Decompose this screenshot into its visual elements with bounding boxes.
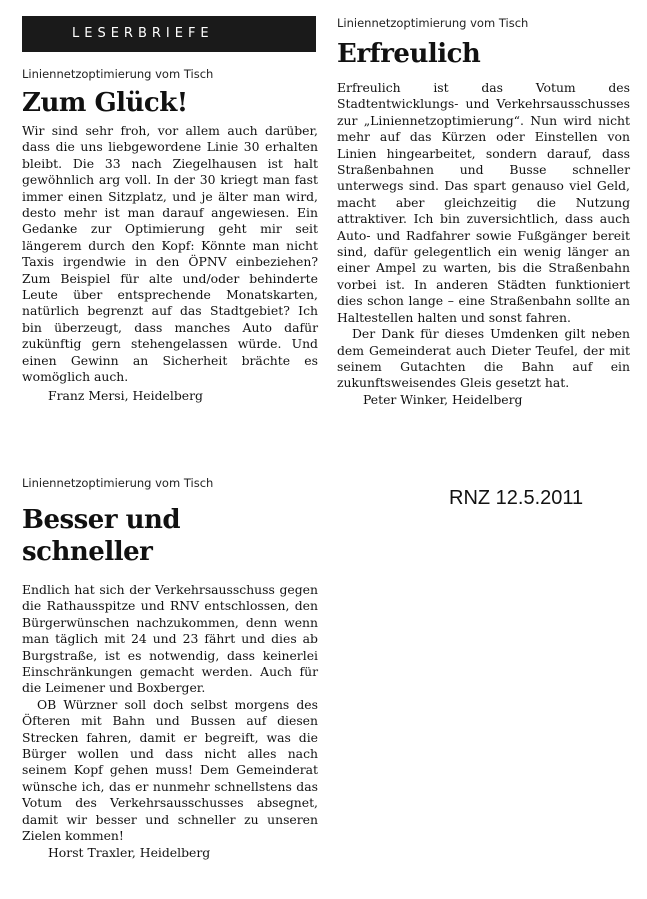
letter-besser-und-schneller — [22, 476, 318, 861]
letter-paragraph: Erfreulich ist das Votum des Stadtentwicklungs- und Verkehrsausschusses zur „Liniennetzoptimierung“. Nun wird nicht mehr auf das Kürzen oder Einstellen von Linien hingearbeitet, sondern darauf, dass Straßenbahnen und Busse schneller unterwegs sind. Das spart genauso viel Geld, macht aber gleichzeitig die Nutzung attraktiver. Ich bin zuversichtlich, dass auch Auto- und Radfahrer sowie Fußgänger bereit sind, dafür gelegentlich ein wenig länger an einer Ampel zu warten, bis die Straßenbahn vorbei ist. In anderen Städten funktioniert dies schon lange – eine Straßenbahn sollte an Haltestellen halten und sonst fahren. — [337, 80, 630, 325]
letter-headline: Zum Glück! — [22, 88, 188, 118]
letter-kicker: Liniennetzoptimierung vom Tisch — [22, 476, 214, 490]
letter-headline: Erfreulich — [337, 39, 481, 69]
section-banner-label: LESERBRIEFE — [72, 26, 214, 41]
letter-headline: Besser und schneller — [22, 505, 181, 567]
letter-paragraph: OB Würzner soll doch selbst morgens des Öfteren mit Bahn und Bussen auf diesen Strecken fahren, damit er begreift, was die Bürger wollen und dass nicht alles nach seinem Kopf gehen muss! Dem Gemeinderat wünsche ich, das er nunmehr schnellstens das Votum des Verkehrsausschusses absegnet, damit wir besser und schneller zu unseren Zielen kommen! — [22, 696, 318, 844]
letter-kicker: Liniennetzoptimierung vom Tisch — [337, 16, 529, 30]
letter-signature: Franz Mersi, Heidelberg — [48, 387, 203, 403]
letter-signature: Peter Winker, Heidelberg — [363, 391, 523, 407]
letter-zum-glueck — [22, 67, 318, 404]
letter-body — [337, 80, 630, 392]
letter-paragraph: Endlich hat sich der Verkehrsausschuss gegen die Rathausspitze und RNV entschlossen, den Bürgerwünschen nachzukommen, denn wenn man täglich mit 24 und 23 fährt und dies ab Burgstraße, ist es notwendig, dass keinerlei Einschränkungen gemacht werden. Auch für die Leimener und Boxberger. — [22, 582, 318, 696]
source-stamp: RNZ 12.5.2011 — [449, 487, 584, 509]
letter-body — [22, 123, 318, 386]
section-banner — [22, 16, 316, 52]
letter-erfreulich — [337, 16, 630, 408]
letter-paragraph: Wir sind sehr froh, vor allem auch darüber, dass die uns liebgewordene Linie 30 erhalten bleibt. Die 33 nach Ziegelhausen ist halt gewöhnlich arg voll. In der 30 kriegt man fast immer einen Sitzplatz, und je älter man wird, desto mehr ist man darauf angewiesen. Ein Gedanke zur Optimierung geht mir seit längerem durch den Kopf: Könnte man nicht Taxis irgendwie in den ÖPNV einbeziehen? Zum Beispiel für alte und/oder behinderte Leute über entsprechende Monatskarten, natürlich begrenzt auf das Stadtgebiet? Ich bin überzeugt, dass manches Auto dafür zukünftig gern stehengelassen würde. Und einen Gewinn an Sicherheit brächte es womöglich auch. — [22, 123, 318, 385]
letter-body — [22, 582, 318, 845]
letter-kicker: Liniennetzoptimierung vom Tisch — [22, 67, 214, 81]
letter-paragraph: Der Dank für dieses Umdenken gilt neben dem Gemeinderat auch Dieter Teufel, der mit seinem Gutachten die Bahn auf ein zukunftsweisendes Gleis gesetzt hat. — [337, 326, 630, 391]
letter-signature: Horst Traxler, Heidelberg — [48, 844, 211, 860]
